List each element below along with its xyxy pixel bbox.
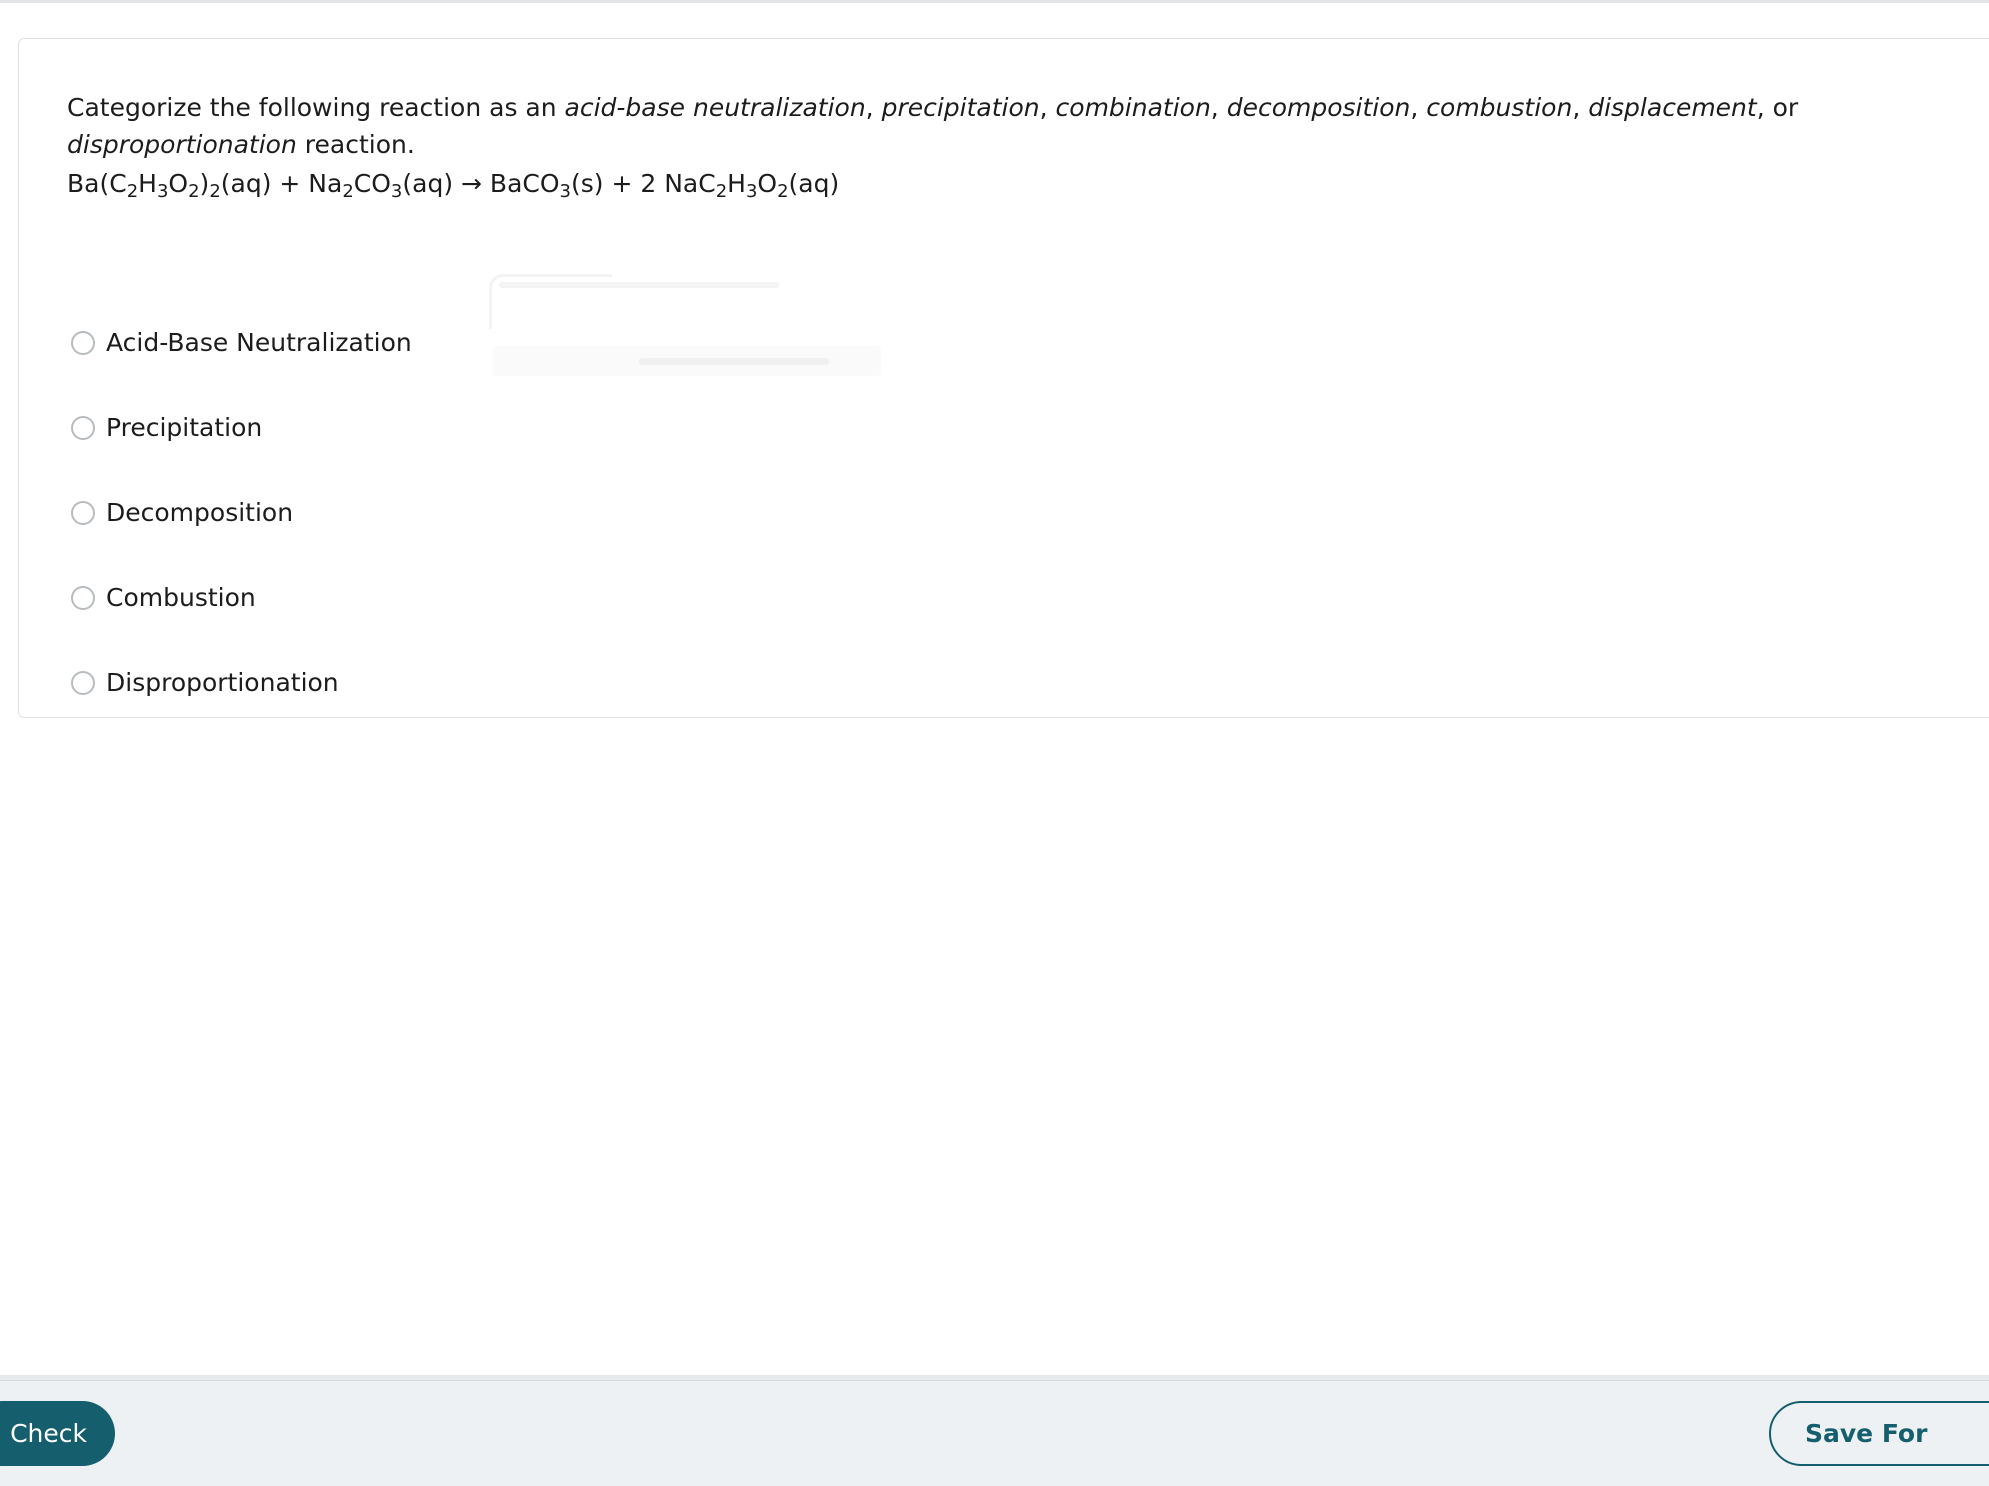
prompt-segment-12: , or bbox=[1756, 93, 1799, 122]
prompt-segment-6: , bbox=[1210, 93, 1227, 122]
choice-acid-base-neutralization[interactable] bbox=[71, 317, 971, 369]
choice-label: Decomposition bbox=[106, 498, 294, 527]
prompt-segment-9: combustion bbox=[1426, 93, 1573, 122]
prompt-segment-10: , bbox=[1572, 93, 1589, 122]
prompt-segment-4: , bbox=[1039, 93, 1056, 122]
choice-label: Acid-Base Neutralization bbox=[106, 328, 412, 357]
choice-label: Precipitation bbox=[106, 413, 263, 442]
question-body bbox=[67, 89, 1967, 211]
bottom-action-bar bbox=[0, 1380, 1989, 1486]
radio-icon[interactable] bbox=[71, 501, 95, 525]
answer-choice-list bbox=[71, 317, 971, 742]
choice-label: Combustion bbox=[106, 583, 256, 612]
prompt-segment-14: reaction. bbox=[296, 130, 415, 159]
prompt-segment-1: acid-base neutralization bbox=[564, 93, 866, 122]
choice-label: Disproportionation bbox=[106, 668, 339, 697]
radio-icon[interactable] bbox=[71, 331, 95, 355]
check-button[interactable]: Check bbox=[0, 1401, 115, 1466]
choice-precipitation[interactable] bbox=[71, 402, 971, 454]
prompt-segment-2: , bbox=[865, 93, 882, 122]
prompt-segment-5: combination bbox=[1055, 93, 1211, 122]
prompt-segment-13: disproportionation bbox=[67, 130, 297, 159]
choice-combustion[interactable] bbox=[71, 572, 971, 624]
prompt-segment-7: decomposition bbox=[1226, 93, 1411, 122]
choice-decomposition[interactable] bbox=[71, 487, 971, 539]
save-for-later-button[interactable]: Save For bbox=[1769, 1401, 1989, 1466]
radio-icon[interactable] bbox=[71, 416, 95, 440]
prompt-segment-3: precipitation bbox=[881, 93, 1040, 122]
prompt-segment-0: Categorize the following reaction as an bbox=[67, 93, 565, 122]
question-card bbox=[18, 38, 1989, 718]
chemical-equation: $Ba(C_2H_3O_2)_2(aq) + Na_2CO_3(aq)$ → BaCO$_3$(s) + 2 $NaC_2H_3O_2(aq)$ bbox=[67, 169, 840, 203]
prompt-segment-11: displacement bbox=[1588, 93, 1757, 122]
question-prompt bbox=[67, 89, 1967, 163]
prompt-segment-8: , bbox=[1410, 93, 1427, 122]
radio-icon[interactable] bbox=[71, 671, 95, 695]
radio-icon[interactable] bbox=[71, 586, 95, 610]
top-divider bbox=[0, 0, 1989, 3]
choice-disproportionation[interactable] bbox=[71, 657, 971, 709]
